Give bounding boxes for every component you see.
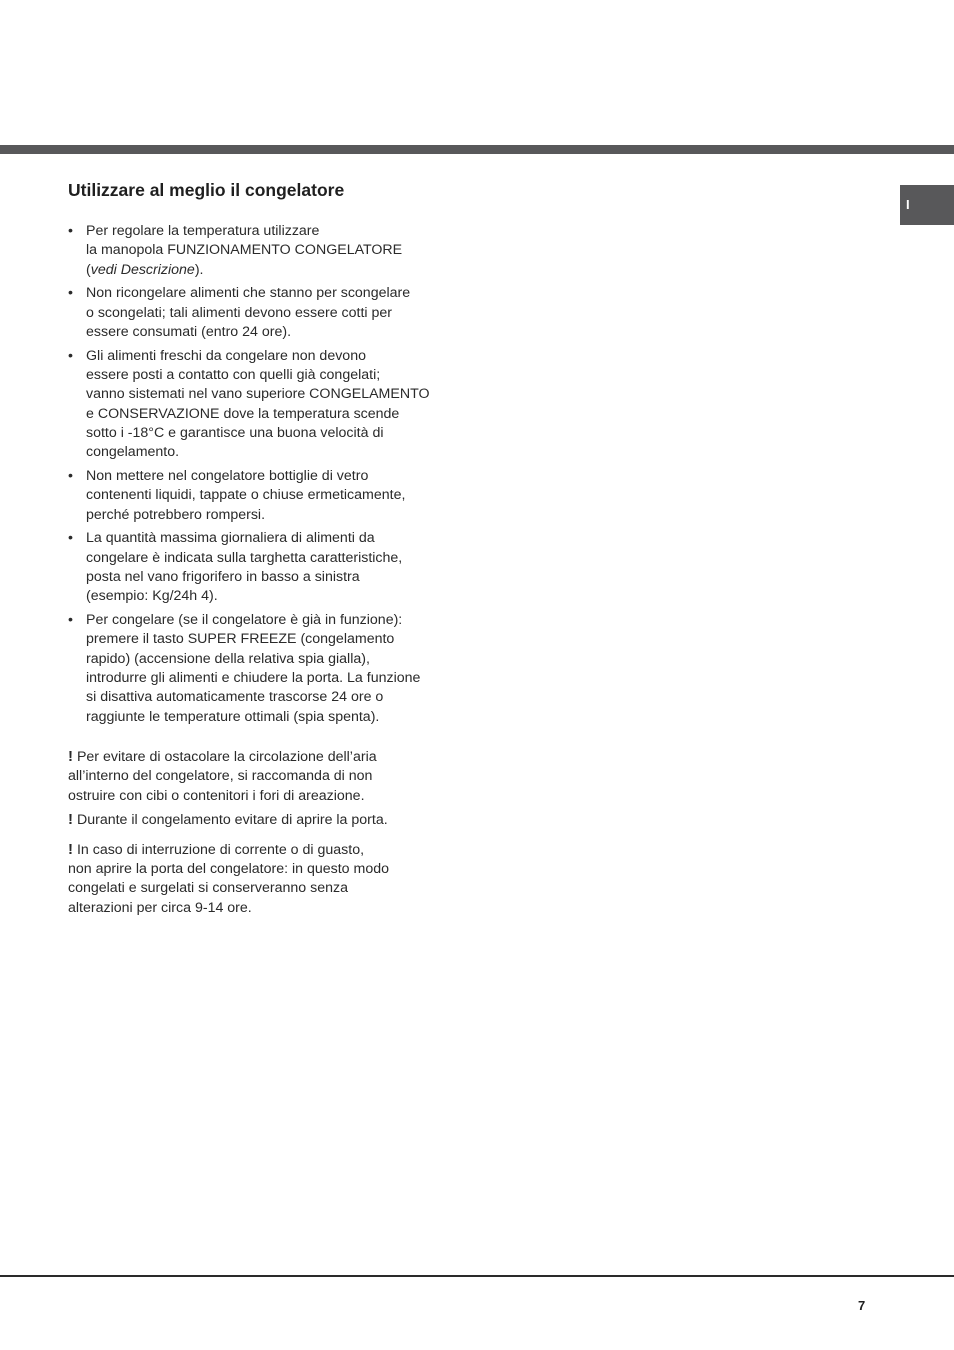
bullet-icon: • [68, 468, 73, 485]
list-item-line: rapido) (accensione della relativa spia gialla), [86, 650, 370, 667]
bullet-icon: • [68, 530, 73, 547]
list-item [68, 222, 453, 280]
list-item-line: premere il tasto SUPER FREEZE (congelamento [86, 631, 395, 648]
list-item [68, 611, 453, 727]
list-item [68, 529, 453, 606]
list-item-line: (esempio: Kg/24h 4). [86, 588, 218, 605]
instruction-list [68, 222, 453, 727]
list-item-line: congelare è indicata sulla targhetta caratteristiche, [86, 549, 403, 566]
list-item-line: sotto i -18°C e garantisce una buona velocità di [86, 424, 384, 441]
warning-icon: ! [68, 811, 73, 829]
warning-note-line: alterazioni per circa 9-14 ore. [68, 899, 252, 916]
list-item-line: essere consumati (entro 24 ore). [86, 323, 292, 340]
bullet-icon: • [68, 223, 73, 239]
warning-icon: ! [68, 840, 73, 858]
list-item [68, 467, 453, 525]
list-item-line: Non mettere nel congelatore bottiglie di vetro [86, 468, 369, 485]
section-title: Utilizzare al meglio il congelatore [68, 180, 345, 200]
list-item-line: Per regolare la temperatura utilizzare [86, 223, 320, 239]
list-item [68, 347, 453, 463]
bullet-icon: • [68, 612, 73, 629]
list-item-line: posta nel vano frigorifero in basso a sinistra [86, 569, 360, 586]
warning-note-line: all’interno del congelatore, si raccomanda di non [68, 768, 373, 785]
warning-note-line: ! Per evitare di ostacolare la circolazione dell’aria [68, 747, 377, 765]
warning-note-line: non aprire la porta del congelatore: in questo modo [68, 860, 390, 877]
main-content [68, 178, 453, 922]
header-divider-bar [0, 145, 954, 154]
warning-note-line: ostruire con cibi o contenitori i fori di areazione. [68, 787, 365, 804]
list-item-line: vanno sistemati nel vano superiore CONGELAMENTO [86, 386, 430, 403]
bullet-icon: • [68, 347, 73, 364]
list-item-line: La quantità massima giornaliera di alimenti da [86, 530, 375, 547]
list-item-line: o scongelati; tali alimenti devono essere cotti per [86, 304, 392, 321]
warning-note [68, 810, 453, 830]
list-item-line: la manopola FUNZIONAMENTO CONGELATORE [86, 242, 403, 259]
warning-note [68, 747, 453, 806]
list-item-line: e CONSERVAZIONE dove la temperatura scende [86, 405, 400, 422]
list-item-line: contenenti liquidi, tappate o chiuse ermeticamente, [86, 487, 406, 504]
list-item-line: raggiunte le temperature ottimali (spia spenta). [86, 708, 380, 725]
list-item-line: si disattiva automaticamente trascorse 24 ore o [86, 689, 384, 706]
bullet-icon: • [68, 285, 73, 302]
list-item-line: Gli alimenti freschi da congelare non devono [86, 347, 366, 364]
ref-open: ( [86, 261, 91, 278]
language-tab-label: I [906, 197, 910, 212]
list-item-line: Non ricongelare alimenti che stanno per scongelare [86, 285, 411, 302]
warning-note [68, 840, 453, 918]
warning-notes [68, 747, 453, 918]
language-tab [900, 185, 954, 225]
list-item-line: Per congelare (se il congelatore è già in funzione): [86, 612, 403, 629]
list-item-line: congelamento. [86, 444, 180, 461]
ref-close: ). [194, 261, 204, 278]
warning-note-line: ! Durante il congelamento evitare di aprire la porta. [68, 811, 388, 829]
page-number: 7 [858, 1298, 866, 1313]
warning-note-line: ! In caso di interruzione di corrente o di guasto, [68, 840, 365, 858]
list-item-line: introdurre gli alimenti e chiudere la porta. La funzione [86, 670, 421, 687]
list-item-line: perché potrebbero rompersi. [86, 506, 266, 523]
list-item [68, 284, 453, 342]
list-item-line: essere posti a contatto con quelli già congelati; [86, 367, 381, 384]
ref-link-text: vedi Descrizione [90, 261, 195, 278]
footer-divider-line [0, 1275, 954, 1277]
warning-icon: ! [68, 747, 73, 765]
warning-note-line: congelati e surgelati si conserveranno senza [68, 880, 348, 897]
list-item-line [86, 261, 453, 280]
